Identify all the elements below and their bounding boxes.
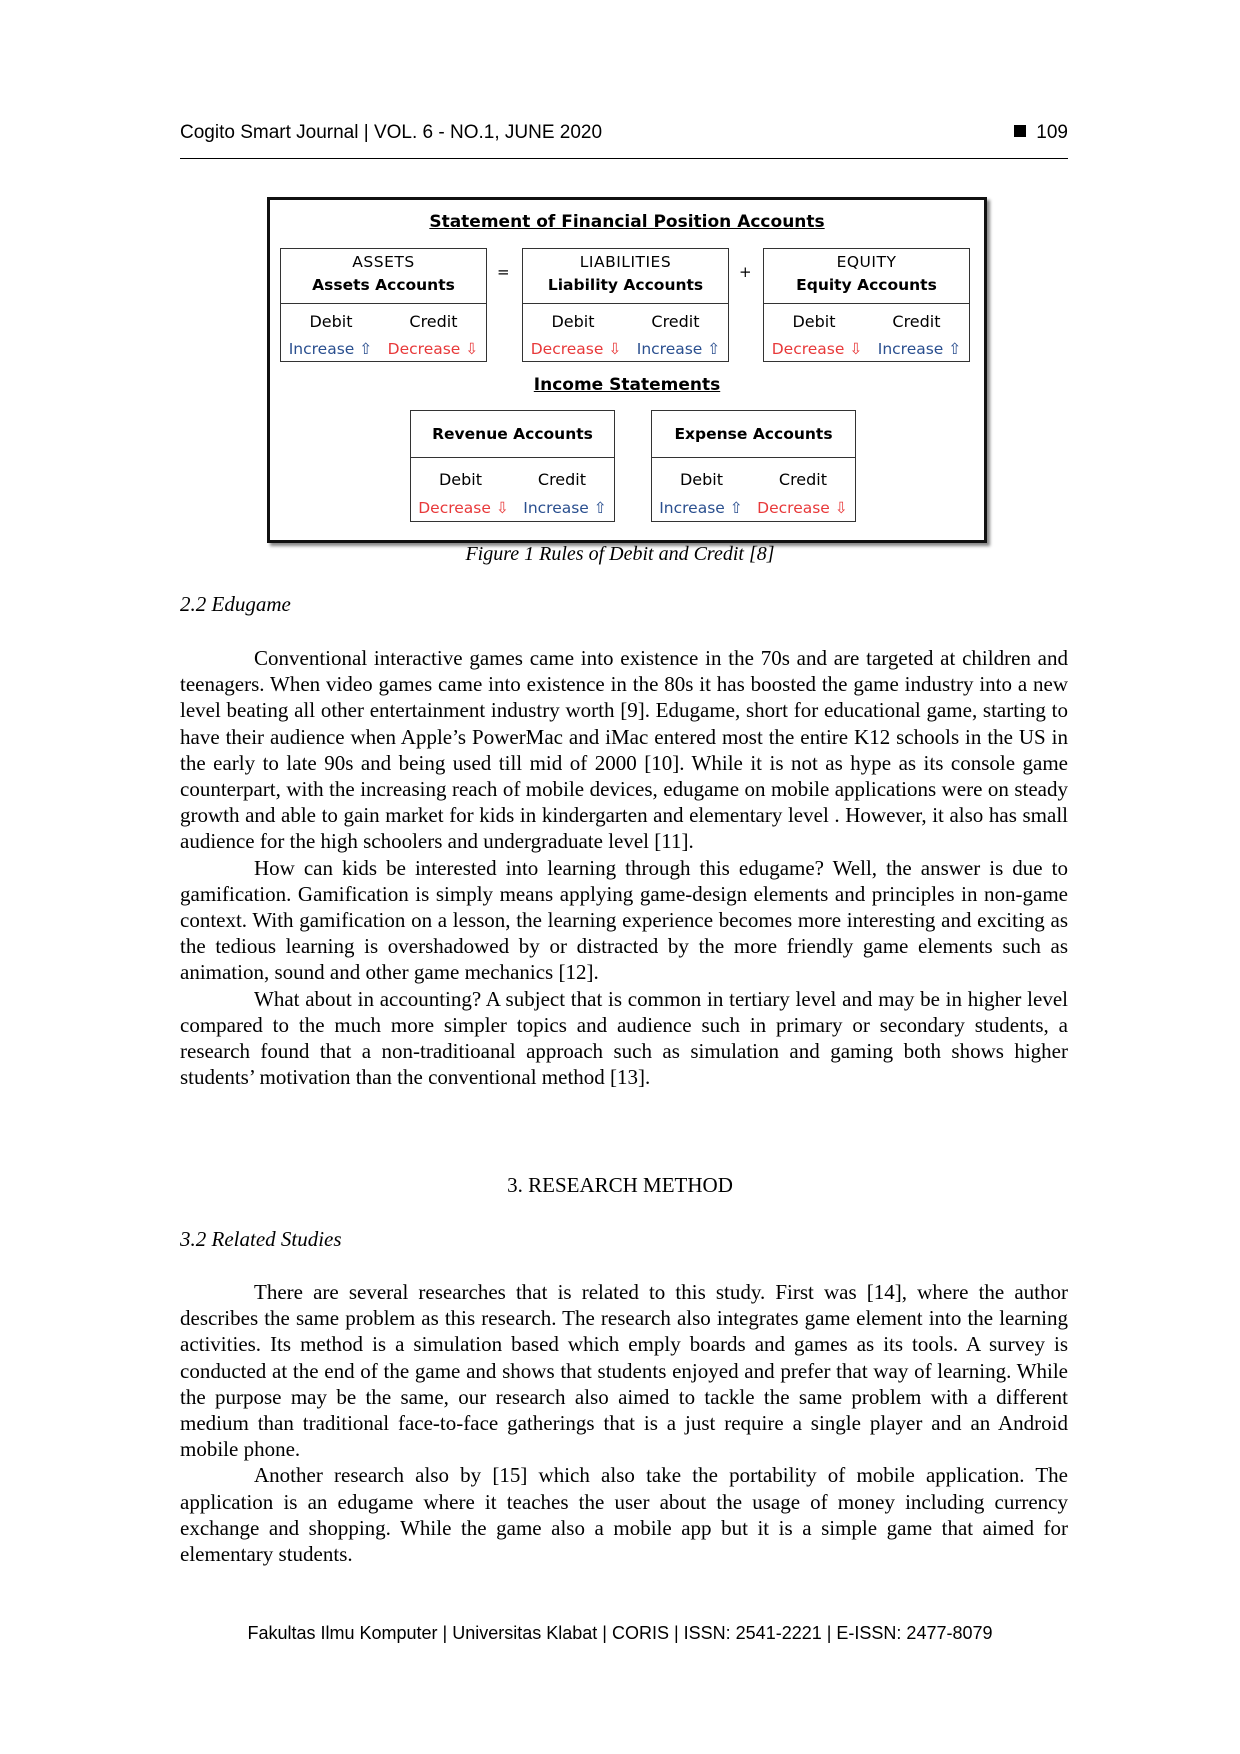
expense-name: Expense Accounts	[652, 411, 855, 458]
assets-category: ASSETS	[352, 253, 415, 271]
expense-debit-effect: Increase ⇧	[659, 499, 743, 517]
revenue-credit-effect: Increase ⇧	[523, 499, 607, 517]
equity-debit-effect: Decrease ⇩	[771, 340, 863, 358]
related-studies-body	[180, 1279, 1068, 1567]
expense-debit: Debit	[679, 470, 723, 489]
assets-name: Assets Accounts	[312, 276, 455, 294]
expense-credit-effect: Decrease ⇩	[757, 499, 848, 517]
figure-title: Statement of Financial Position Accounts	[429, 212, 825, 232]
liabilities-category: LIABILITIES	[579, 253, 672, 271]
page-number: 109	[1036, 122, 1068, 143]
liabilities-box	[522, 248, 729, 362]
revenue-box	[410, 410, 615, 522]
expense-box	[651, 410, 856, 522]
equals-sign: =	[497, 263, 510, 281]
liabilities-name: Liability Accounts	[547, 276, 704, 294]
revenue-credit: Credit	[537, 470, 587, 489]
related-studies-heading: 3.2 Related Studies	[180, 1227, 342, 1251]
square-bullet-icon	[1014, 125, 1026, 137]
debit-credit-figure	[267, 197, 987, 543]
edugame-body	[180, 645, 1068, 1090]
equity-category: EQUITY	[836, 253, 897, 271]
related-paragraph-1: There are several researches that is related to this study. First was [14], where the author describes the same problem as this research. The research also integrates game element into the learning activities. Its method is a simulation based which emply boards and games as its tools. A survey is conducted at the end of the game and shows that students enjoyed and prefer that way of learning. While the purpose may be the same, our research also aimed to tackle the same problem with a different medium than traditional face-to-face gatherings that is a just require a single player and an Android mobile phone.	[180, 1280, 1068, 1462]
journal-title: Cogito Smart Journal | VOL. 6 - NO.1, JUNE 2020	[180, 122, 603, 143]
edugame-paragraph-2: How can kids be interested into learning through this edugame? Well, the answer is due to gamification. Gamification is simply means applying game-design elements and principles in non-game context. With gamification on a lesson, the learning experience becomes more interesting and exciting as the tedious learning is overshadowed by or distracted by the more friendly game elements such as animation, sound and other game mechanics [12].	[180, 855, 1068, 985]
figure-caption: Figure 1 Rules of Debit and Credit [8]	[465, 543, 775, 565]
assets-debit: Debit	[309, 312, 353, 331]
page-number-group	[1014, 122, 1068, 144]
page-footer: Fakultas Ilmu Komputer | Universitas Klabat | CORIS | ISSN: 2541-2221 | E-ISSN: 2477-8079	[247, 1623, 993, 1643]
equity-box	[763, 248, 970, 362]
revenue-name: Revenue Accounts	[411, 411, 614, 458]
plus-sign: +	[739, 263, 752, 281]
assets-box	[280, 248, 487, 362]
liabilities-credit-effect: Increase ⇧	[636, 340, 721, 358]
expense-credit: Credit	[778, 470, 828, 489]
equity-name: Equity Accounts	[796, 276, 937, 294]
assets-credit-effect: Decrease ⇩	[387, 340, 479, 358]
research-method-heading: 3. RESEARCH METHOD	[507, 1173, 733, 1197]
liabilities-debit: Debit	[551, 312, 595, 331]
running-header	[180, 118, 1068, 159]
equity-debit: Debit	[792, 312, 836, 331]
equity-credit: Credit	[892, 312, 941, 331]
related-paragraph-2: Another research also by [15] which also take the portability of mobile application. The application is an edugame where it teaches the user about the usage of money including currency exchange and shopping. While the game also a mobile app but it is a simple game that aimed for elementary students.	[180, 1463, 1068, 1567]
liabilities-credit: Credit	[651, 312, 700, 331]
equity-credit-effect: Increase ⇧	[877, 340, 962, 358]
edugame-paragraph-3: What about in accounting? A subject that is common in tertiary level and may be in higher level compared to the much more simpler topics and audience such in primary or secondary students, a research found that a non-traditioanal approach such as simulation and gaming both shows higher students’ motivation than the conventional method [13].	[180, 986, 1068, 1090]
assets-debit-effect: Increase ⇧	[288, 340, 373, 358]
edugame-heading: 2.2 Edugame	[180, 592, 291, 616]
edugame-paragraph-1: Conventional interactive games came into existence in the 70s and are targeted at children and teenagers. When video games came into existence in the 80s it has boosted the game industry into a new level beating all other entertainment industry worth [9]. Edugame, short for educational game, starting to have their audience when Apple’s PowerMac and iMac entered most the entire K12 schools in the US in the early to late 90s and being used till mid of 2000 [10]. While it is not as hype as its console game counterpart, with the increasing reach of mobile devices, edugame on mobile applications were on steady growth and able to gain market for kids in kindergarten and elementary level . However, it also has small audience for the high schoolers and undergraduate level [11].	[180, 646, 1068, 854]
income-statements-title: Income Statements	[533, 375, 721, 395]
assets-credit: Credit	[409, 312, 458, 331]
liabilities-debit-effect: Decrease ⇩	[530, 340, 622, 358]
revenue-debit: Debit	[438, 470, 482, 489]
revenue-debit-effect: Decrease ⇩	[418, 499, 509, 517]
